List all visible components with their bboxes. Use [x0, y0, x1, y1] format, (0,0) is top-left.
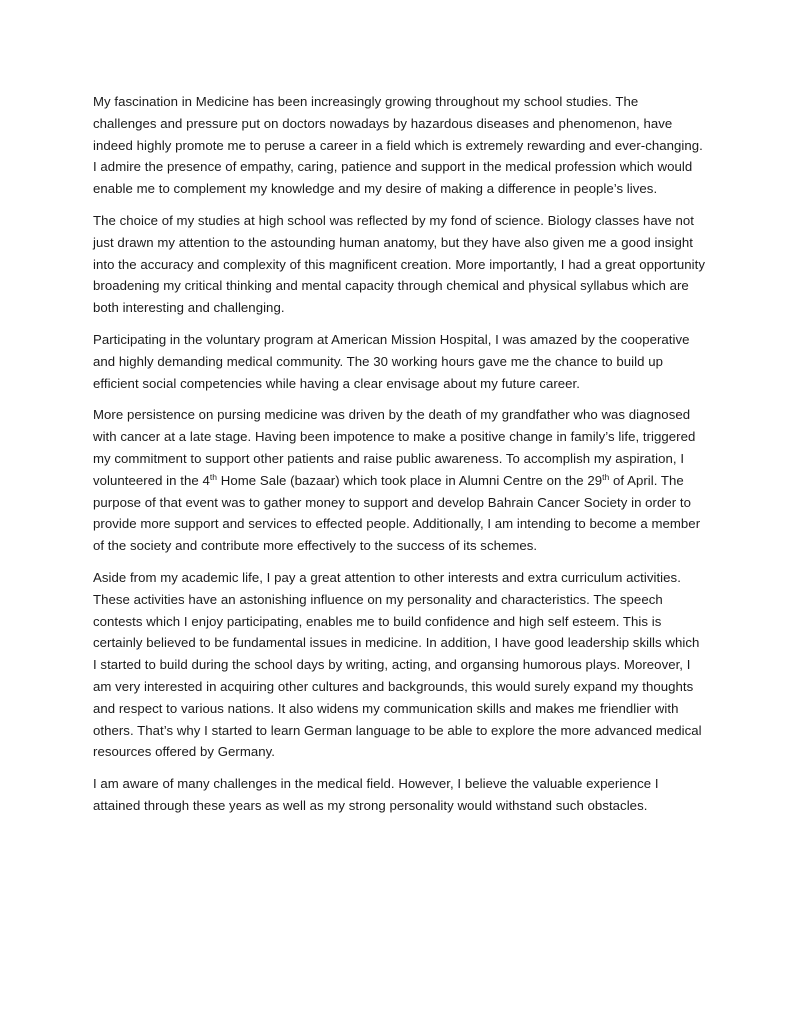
paragraph-segment: of April. The purpose of that event was to gather money to support and develop Bahrain Cancer Society in order to provide more support and services to effected people. Additionally, I am intending to become a member of the society and contribute more effectively to the success of its schemes.	[93, 472, 701, 554]
paragraph-segment: More persistence on pursing medicine was driven by the death of my grandfather who was diagnosed with cancer at a late stage. Having been impotence to make a positive change in family’s life, triggered my commitment to support other patients and raise public awareness. To accomplish my aspiration, I volunteered in the 4	[93, 407, 696, 488]
ordinal-suffix: th	[209, 471, 218, 482]
paragraph-segment: Home Sale (bazaar) which took place in Alumni Centre on the 29	[217, 472, 603, 488]
paragraph-extracurricular: Aside from my academic life, I pay a great attention to other interests and extra curriculum activities. These activities have an astonishing influence on my personality and characteristics. The speech contests which I enjoy participating, enables me to build confidence and high self esteem. This is certainly believed to be fundamental issues in medicine. In addition, I have good leadership skills which I started to build during the school days by writing, acting, and organsing humorous plays. Moreover, I am very interested in acquiring other cultures and backgrounds, this would surely expand my thoughts and respect to various nations. It also widens my communication skills and makes me friendlier with others. That’s why I started to learn German language to be able to explore the more advanced medical resources offered by Germany.	[93, 569, 702, 760]
paragraph-voluntary-program: Participating in the voluntary program at American Mission Hospital, I was amazed by the cooperative and highly demanding medical community. The 30 working hours gave me the chance to build up efficient social competencies while having a clear envisage about my future career.	[93, 331, 690, 391]
paragraph-medicine-fascination: My fascination in Medicine has been increasingly growing throughout my school studies. The challenges and pressure put on doctors nowadays by hazardous diseases and phenomenon, have indeed highly promote me to peruse a career in a field which is extremely rewarding and ever-changing. I admire the presence of empathy, caring, patience and support in the medical profession which would enable me to complement my knowledge and my desire of making a difference in people’s lives.	[93, 94, 703, 197]
document-page	[93, 91, 705, 827]
paragraph-conclusion: I am aware of many challenges in the medical field. However, I believe the valuable experience I attained through these years as well as my strong personality would withstand such obstacles.	[93, 776, 659, 813]
paragraph-persistence	[93, 404, 705, 557]
paragraph-high-school-studies: The choice of my studies at high school was reflected by my fond of science. Biology classes have not just drawn my attention to the astounding human anatomy, but they have also given me a good insight into the accuracy and complexity of this magnificent creation. More importantly, I had a great opportunity broadening my critical thinking and mental capacity through chemical and physical syllabus which are both interesting and challenging.	[93, 212, 705, 316]
ordinal-suffix: th	[602, 471, 610, 482]
